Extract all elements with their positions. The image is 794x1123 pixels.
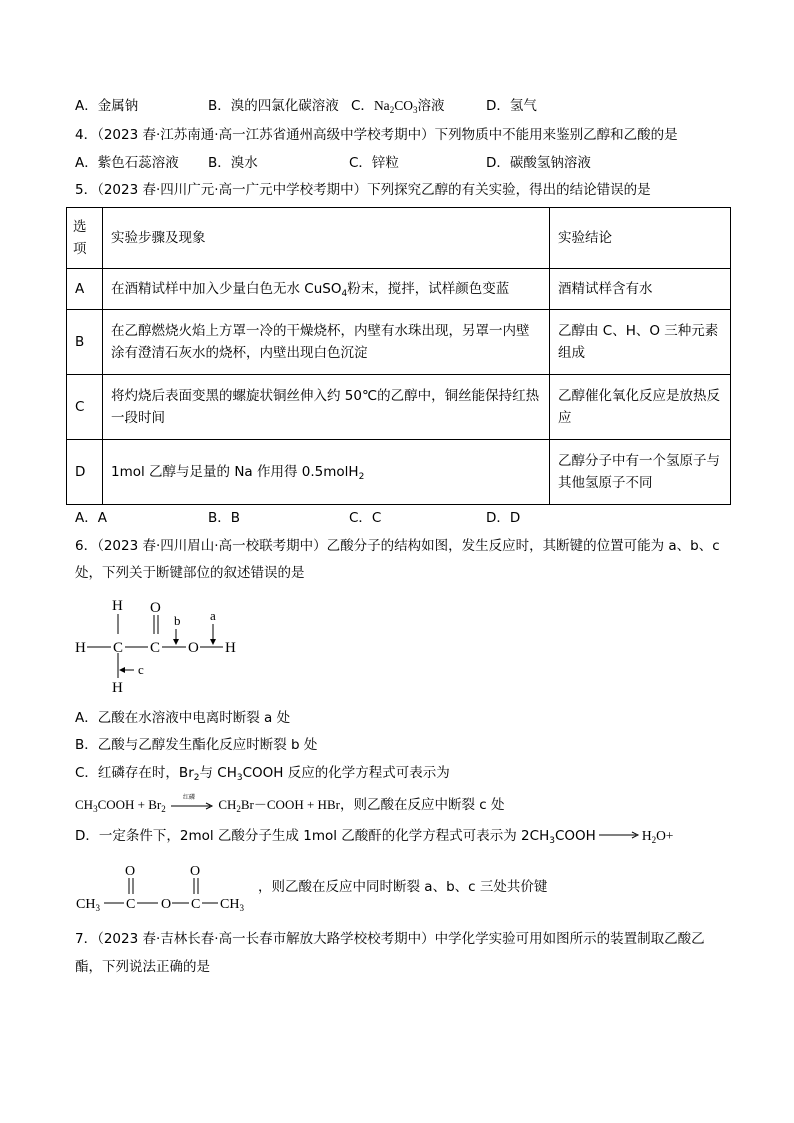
q6-stem-line2: 处，下列关于断键部位的叙述错误的是 <box>75 565 305 581</box>
group-ch3-right: $CH_3$ <box>220 897 244 913</box>
q5-option-d: D．D <box>486 510 521 526</box>
atom-o-hydroxyl: O <box>188 640 199 656</box>
q4-option-a: A．紫色石蕊溶液 <box>75 155 179 171</box>
atom-o-left: O <box>125 864 136 879</box>
atom-h-top: H <box>112 598 123 614</box>
q3-option-b: B．溴的四氯化碳溶液 <box>208 98 339 114</box>
arrow-c-head <box>119 667 125 673</box>
row-label: B <box>67 310 103 375</box>
table-row <box>67 269 731 310</box>
q5-option-a: A．A <box>75 510 107 526</box>
arrow-a-head <box>210 639 216 645</box>
header-conclusion: 实验结论 <box>550 208 731 269</box>
atom-c-left: C <box>126 897 136 912</box>
acetic-acid-structure <box>70 592 250 700</box>
atom-h-bottom: H <box>112 680 123 696</box>
bond-label-b: b <box>174 613 181 628</box>
header-option: 选 项 <box>67 208 103 269</box>
q6-option-b: B．乙酸与乙醇发生酯化反应时断裂 b 处 <box>75 737 318 753</box>
q6-option-d-tail: ，则乙酸在反应中同时断裂 a、b、c 三处共价键 <box>258 879 548 895</box>
q6-option-c: C．红磷存在时，$Br_2$与 $CH_3COOH$ 反应的化学方程式可表示为 <box>75 765 450 783</box>
atom-o-bridge: O <box>161 897 172 912</box>
arrow-b-head <box>173 639 179 645</box>
table-row <box>67 375 731 440</box>
bond-label-c: c <box>138 662 144 677</box>
q6-option-c-equation: $CH_3COOH + Br_2$ 红磷 $CH_2Br-COOH$ + HBr，则乙酸在反应中断裂 c 处 <box>75 794 505 814</box>
q5-option-b: B．B <box>208 510 241 526</box>
q4-stem: 4．（2023 春·江苏南通·高一江苏省通州高级中学校考期中）下列物质中不能用来鉴别乙醇和乙酸的是 <box>75 127 678 143</box>
q6-stem-line1: 6．（2023 春·四川眉山·高一校联考期中）乙酸分子的结构如图，发生反应时，其断键的位置可能为 a、b、c <box>75 538 720 554</box>
reaction-arrow-red-phosphorus: 红磷 <box>170 795 214 815</box>
row-step: 将灼烧后表面变黑的螺旋状铜丝伸入约 50℃的乙醇中，铜丝能保持红热一段时间 <box>103 375 550 440</box>
q5-experiment-table <box>66 207 731 505</box>
q7-stem-line2: 酯，下列说法正确的是 <box>75 959 210 975</box>
row-conclusion: 乙醇分子中有一个氢原子与其他氢原子不同 <box>550 440 731 505</box>
row-label: C <box>67 375 103 440</box>
atom-o-right: O <box>190 864 201 879</box>
table-header-row <box>67 208 731 269</box>
acetic-anhydride-structure <box>72 856 262 918</box>
row-step: 1mol 乙醇与足量的 Na 作用得 0.5molH$_2$ <box>103 440 550 505</box>
q4-option-c: C．锌粒 <box>349 155 399 171</box>
q6-option-d: D．一定条件下，2mol 乙酸分子生成 1mol 乙酸酐的化学方程式可表示为 $2CH_3COOH$ $H_2O+$ <box>75 828 674 846</box>
atom-c-carboxyl: C <box>150 640 161 656</box>
row-conclusion: 乙醇由 C、H、O 三种元素组成 <box>550 310 731 375</box>
atom-h-left: H <box>75 640 86 656</box>
q4-option-b: B．溴水 <box>208 155 258 171</box>
row-step: 在酒精试样中加入少量白色无水 CuSO$_4$粉末，搅拌，试样颜色变蓝 <box>103 269 550 310</box>
row-conclusion: 酒精试样含有水 <box>550 269 731 310</box>
q3-option-a: A．金属钠 <box>75 98 139 114</box>
arrow-icon <box>598 828 640 842</box>
q5-stem: 5．（2023 春·四川广元·高一广元中学校考期中）下列探究乙醇的有关实验，得出的结论错误的是 <box>75 182 651 198</box>
atom-o-carbonyl: O <box>150 600 161 616</box>
row-label: D <box>67 440 103 505</box>
atom-c-methyl: C <box>113 640 124 656</box>
bond-label-a: a <box>210 608 216 623</box>
atom-c-right: C <box>191 897 201 912</box>
row-label: A <box>67 269 103 310</box>
q6-option-a: A．乙酸在水溶液中电离时断裂 a 处 <box>75 710 291 726</box>
arrow-icon <box>170 795 214 815</box>
q3-option-c: C．$Na_2CO_3$溶液 <box>351 98 445 115</box>
header-steps: 实验步骤及现象 <box>103 208 550 269</box>
q4-option-d: D．碳酸氢钠溶液 <box>486 155 591 171</box>
row-conclusion: 乙醇催化氧化反应是放热反应 <box>550 375 731 440</box>
table-row <box>67 440 731 505</box>
table-row <box>67 310 731 375</box>
q3-option-d: D．氢气 <box>486 98 537 114</box>
row-step: 在乙醇燃烧火焰上方罩一冷的干燥烧杯，内壁有水珠出现，另罩一内壁涂有澄清石灰水的烧杯，内壁出现白色沉淀 <box>103 310 550 375</box>
q5-option-c: C．C <box>349 510 382 526</box>
atom-h-hydroxyl: H <box>225 640 236 656</box>
group-ch3-left: $CH_3$ <box>76 897 100 913</box>
q7-stem-line1: 7．（2023 春·吉林长春·高一长春市解放大路学校校考期中）中学化学实验可用如图所示的装置制取乙酸乙 <box>75 931 705 947</box>
